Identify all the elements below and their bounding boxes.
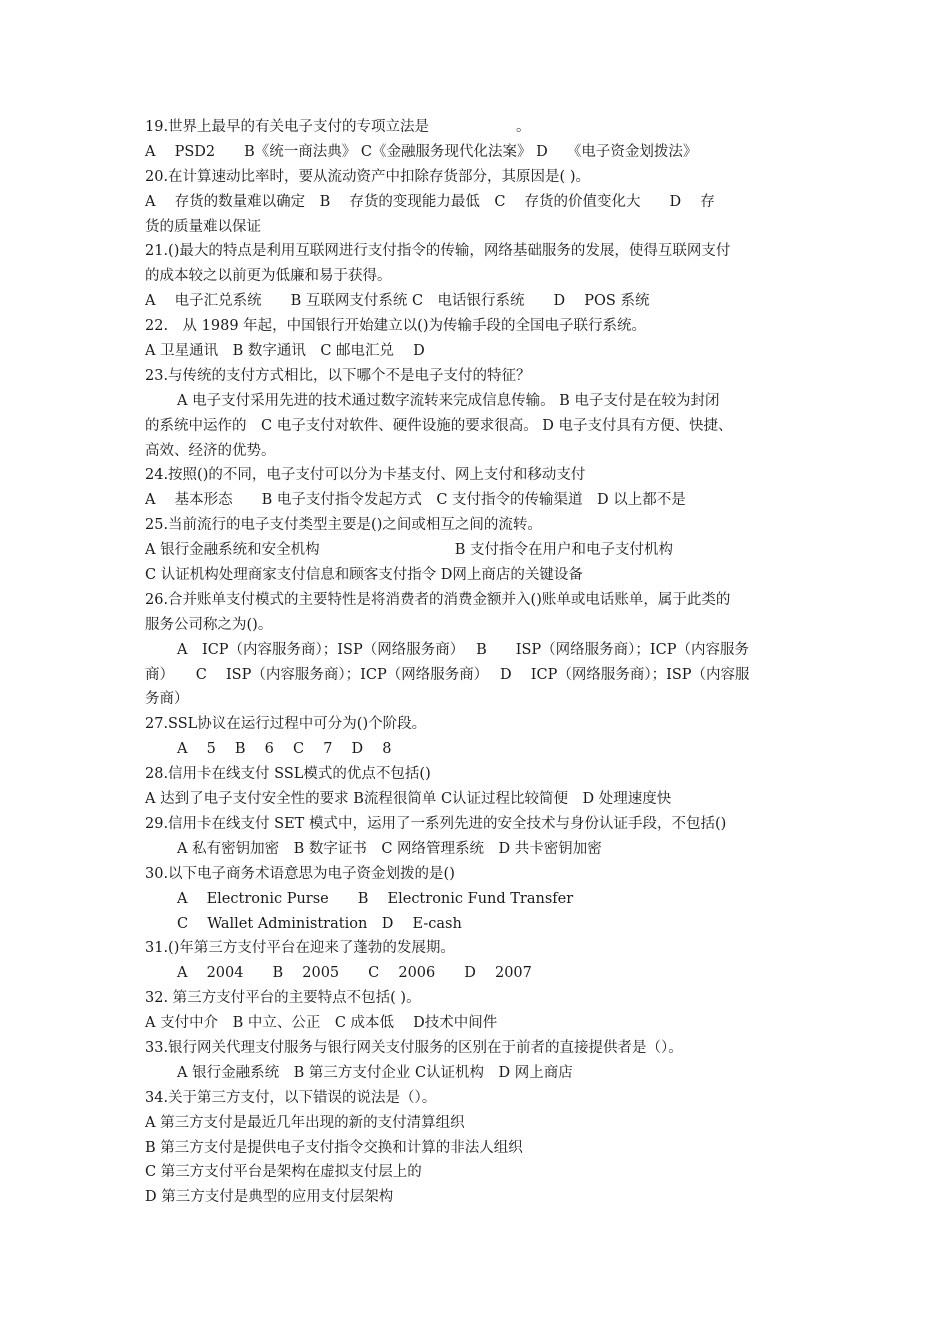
question-26-options-cont: 商） C ISP（内容服务商）；ICP（网络服务商） D ICP（网络服务商）；ISP（内容服: [145, 666, 750, 683]
question-23-options-cont2: 高效、经济的优势。: [145, 442, 276, 459]
question-27: 27.SSL协议在运行过程中可分为()个阶段。: [145, 716, 427, 733]
question-23-options-cont: 的系统中运作的 C 电子支付对软件、硬件设施的要求很高。 D 电子支付具有方便、快捷、: [145, 417, 733, 434]
question-34-option-c: C 第三方支付平台是架构在虚拟支付层上的: [145, 1164, 422, 1181]
question-20-options-cont: 货的质量难以保证: [145, 218, 261, 235]
question-33-options: A 银行金融系统 B 第三方支付企业 C认证机构 D 网上商店: [177, 1064, 573, 1081]
question-25: 25.当前流行的电子支付类型主要是()之间或相互之间的流转。: [145, 517, 542, 534]
question-30-options-cont: C Wallet Administration D E-cash: [177, 915, 462, 932]
question-31-options: A 2004 B 2005 C 2006 D 2007: [177, 965, 532, 982]
question-23: 23.与传统的支付方式相比，以下哪个不是电子支付的特征？: [145, 367, 531, 384]
question-27-options: A 5 B 6 C 7 D 8: [177, 741, 392, 758]
question-33: 33.银行网关代理支付服务与银行网关支付服务的区别在于前者的直接提供者是（）。: [145, 1039, 683, 1056]
question-34-option-a: A 第三方支付是最近几年出现的新的支付清算组织: [145, 1114, 465, 1131]
question-22: 22. 从 1989 年起，中国银行开始建立以()为传输手段的全国电子联行系统。: [145, 318, 646, 335]
question-31: 31.()年第三方支付平台在迎来了蓬勃的发展期。: [145, 940, 455, 957]
question-24: 24.按照()的不同，电子支付可以分为卡基支付、网上支付和移动支付: [145, 467, 586, 484]
question-20-options: A 存货的数量难以确定 B 存货的变现能力最低 C 存货的价值变化大 D 存: [145, 193, 715, 210]
question-19-options: A PSD2 B《统一商法典》 C《金融服务现代化法案》 D 《电子资金划拨法》: [145, 143, 698, 160]
question-26-cont: 服务公司称之为()。: [145, 616, 273, 633]
question-28-options: A 达到了电子支付安全性的要求 B流程很简单 C认证过程比较简便 D 处理速度快: [145, 791, 672, 808]
question-34-option-d: D 第三方支付是典型的应用支付层架构: [145, 1189, 394, 1206]
question-26: 26.合并账单支付模式的主要特性是将消费者的消费金额并入()账单或电话账单，属于此类的: [145, 591, 731, 608]
question-26-options-cont2: 务商）: [145, 691, 189, 708]
question-list: [145, 115, 810, 1210]
question-32-options: A 支付中介 B 中立、公正 C 成本低 D技术中间件: [145, 1015, 498, 1032]
question-34-option-b: B 第三方支付是提供电子支付指令交换和计算的非法人组织: [145, 1139, 523, 1156]
question-21: 21.()最大的特点是利用互联网进行支付指令的传输，网络基础服务的发展，使得互联网支付: [145, 243, 731, 260]
question-29-options: A 私有密钥加密 B 数字证书 C 网络管理系统 D 共卡密钥加密: [177, 840, 602, 857]
question-22-options: A 卫星通讯 B 数字通讯 C 邮电汇兑 D: [145, 343, 425, 360]
question-34: 34.关于第三方支付，以下错误的说法是（）。: [145, 1089, 437, 1106]
question-21-cont: 的成本较之以前更为低廉和易于获得。: [145, 268, 392, 285]
question-28: 28.信用卡在线支付 SSL模式的优点不包括(): [145, 766, 431, 783]
question-32: 32. 第三方支付平台的主要特点不包括( )。: [145, 990, 421, 1007]
question-25-options: A 银行金融系统和安全机构 B 支付指令在用户和电子支付机构: [145, 542, 673, 559]
question-19: 19.世界上最早的有关电子支付的专项立法是 。: [145, 119, 531, 135]
question-29: 29.信用卡在线支付 SET 模式中，运用了一系列先进的安全技术与身份认证手段，不包括(): [145, 815, 727, 832]
question-23-options: A 电子支付采用先进的技术通过数字流转来完成信息传输。 B 电子支付是在较为封闭: [177, 392, 720, 409]
question-24-options: A 基本形态 B 电子支付指令发起方式 C 支付指令的传输渠道 D 以上都不是: [145, 492, 686, 509]
question-30-options: A Electronic Purse B Electronic Fund Transfer: [177, 890, 574, 907]
question-30: 30.以下电子商务术语意思为电子资金划拨的是(): [145, 865, 455, 882]
question-26-options: A ICP（内容服务商）；ISP（网络服务商） B ISP（网络服务商）；ICP（内容服务: [177, 641, 749, 658]
question-25-options-cont: C 认证机构处理商家支付信息和顾客支付指令 D网上商店的关键设备: [145, 567, 583, 584]
question-21-options: A 电子汇兑系统 B 互联网支付系统 C 电话银行系统 D POS 系统: [145, 293, 650, 310]
question-20: 20.在计算速动比率时，要从流动资产中扣除存货部分，其原因是( )。: [145, 168, 590, 185]
